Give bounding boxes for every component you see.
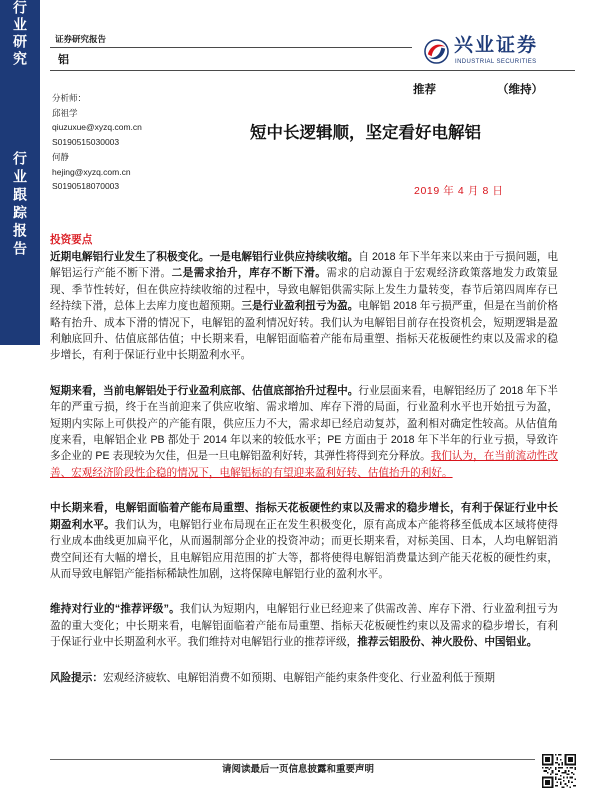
company-english-name: INDUSTRIAL SECURITIES [455,59,537,65]
qr-code [542,754,576,788]
emphasis-text: 短期来看，当前电解铝处于行业盈利底部、估值底部抬升过程中。 [50,384,359,397]
footer-disclaimer: 请阅读最后一页信息披露和重要声明 [221,764,374,775]
analyst-name: 邱祖学 [52,107,78,118]
analyst-block [52,91,142,194]
sidebar-category: 行业研究 [12,0,28,68]
sidebar-report-type: 行业跟踪报告 [12,151,28,259]
report-date: 2019 年 4 月 8 日 [414,185,504,197]
header-divider [50,70,575,71]
report-label: 证券研究报告 [55,34,107,44]
risk-label: 风险提示： [50,671,103,684]
industry-name: 铝 [58,54,69,66]
key-points-body [50,249,558,705]
footer-divider [50,759,535,760]
key-point-paragraph [50,249,558,364]
body-text: 行业层面来看，电解铝经历了 2018 年下半年的严重亏损，终于在当前迎来了供应收缩、需求增加、库存下滑的局面，行业盈利水平也开始扭亏为盈，短期内实际上可供投产的产能有限，供应压力不大，需求却已经启动复苏，盈利相对确定性较高。从估值角度来看，电解铝企业 PB 都处于 2014 年以来的较低水平；PE 方面由于 2018 年下半年的行业亏损，导致许多企业的 PE 表现较为欠佳，但是一旦电解铝盈利好转，其弹性将得到充分释放。 [50,384,559,463]
company-emblem-icon [424,39,449,64]
analyst-license: S0190515030003 [52,137,120,148]
body-text: 需求的启动源自于宏观经济政策落地发力政策显现、季节性转好，但在供应持续收缩的过程中，导致电解铝供需实际上发生力量转变，春节后第四周库存已经持续下滑，总体上去库力度也超预期。 [50,267,559,313]
header-divider [50,47,412,48]
analyst-label: 分析师： [52,93,87,103]
analyst-email: hejing@xyzq.com.cn [52,166,131,177]
body-text: 电解铝 2018 年亏损严重，但是在当前价格略有抬升、成本下滑的情况下，电解铝的盈利情况好转。我们认为电解铝目前存在投资机会，短期逻辑是盈利触底回升、估值底部估值；中长期来看，电解铝面临着产能布局重塑、指标天花板硬性约束以及需求的稳步增长，有利于保证行业中长期盈利水平。 [50,300,559,362]
body-text: 我们认为短期内，电解铝行业已经迎来了供需改善、库存下滑、行业盈利扭亏为盈的重大变化；中长期来看，电解铝面临着产能布局重塑、指标天花板硬性约束以及需求的稳步增长，有利于保证行业中长期盈利水平。我们维持对电解铝行业的推荐评级， [50,603,559,649]
emphasis-text: 维持对行业的“推荐评级”。 [50,603,180,616]
emphasis-text: 近期电解铝行业发生了积极变化。一是电解铝行业供应持续收缩。 [50,251,359,263]
company-logo [424,35,576,67]
key-points-heading: 投资要点 [50,234,93,246]
body-text: 我们认为，电解铝行业布局现在正在发生积极变化，原有高成本产能将移至低成本区域将使得行业成本曲线更加扁平化，从而遏制部分企业的投资冲动；而更长期来看，对标美国、日本，人均电解铝消费空间还有大幅的增长，且电解铝应用范围的扩大等，都将使得电解铝消费量达到产能天花板的硬性约束，从而导致电解铝产能指标稀缺性加剧，这将保障电解铝行业的盈利水平。 [50,518,559,580]
key-point-paragraph [50,500,558,582]
risk-text: 宏观经济疲软、电解铝消费不如预期、电解铝产能约束条件变化、行业盈利低于预期 [102,671,495,684]
emphasis-text: 推荐云铝股份、神火股份、中国铝业。 [357,636,538,649]
company-name: 兴业证券 [454,35,539,56]
analyst-license: S0190518070003 [52,181,120,192]
risk-warning [50,670,558,686]
highlighted-conclusion: 我们认为，在当前流动性改善、宏观经济阶段性企稳的情况下，电解铝标的有望迎来盈利好转、估值抬升的利好。 [50,450,559,479]
emphasis-text: 中长期来看，电解铝面临着产能布局重塑、指标天花板硬性约束以及需求的稳步增长，有利于保证行业中长期盈利水平。 [50,502,558,531]
body-text: 自 2018 年下半年来以来由于亏损问题，电解铝运行产能不断下滑。 [50,251,559,280]
rating-label: 推荐 [413,84,436,96]
analyst-name: 何静 [52,151,70,162]
analyst-email: qiuzuxue@xyzq.com.cn [52,122,142,133]
emphasis-text: 二是需求抬升，库存不断下滑。 [171,267,327,280]
report-title: 短中长逻辑顺，坚定看好电解铝 [250,124,481,142]
rating-status: （维持） [497,84,543,96]
key-point-paragraph [50,601,558,650]
key-point-paragraph [50,383,558,481]
brand-sidebar [0,0,40,345]
emphasis-text: 三是行业盈利扭亏为盈。 [241,300,359,313]
